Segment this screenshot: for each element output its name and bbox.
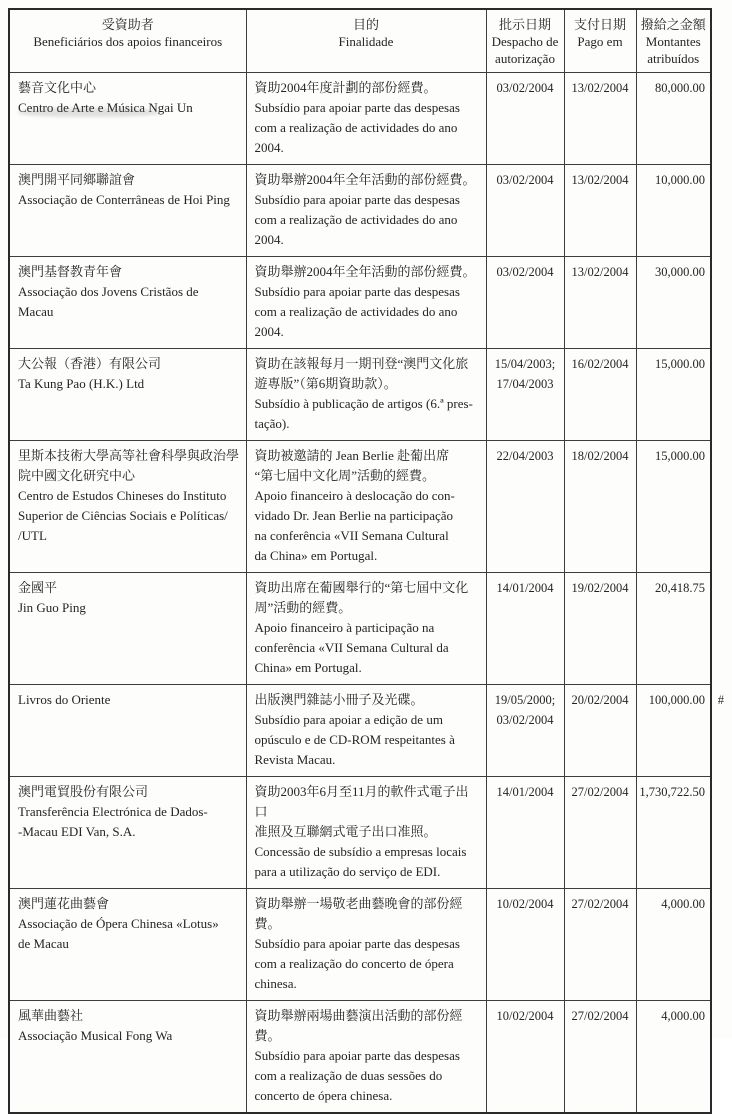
note-hash-mark: # <box>717 693 724 707</box>
beneficiary-line: /UTL <box>18 528 47 543</box>
amount-value: 20,418.75 <box>655 581 705 595</box>
purpose-cell <box>246 777 486 889</box>
beneficiary-line: de Macau <box>18 936 69 951</box>
beneficiary-header-pt: Beneficiários dos apoios financeiros <box>33 34 223 49</box>
beneficiary-column-header <box>9 9 246 73</box>
auth-date-line: 03/02/2004 <box>496 265 554 279</box>
purpose-line: com a realização de actividades do ano <box>254 212 458 227</box>
table-row <box>9 73 711 165</box>
auth-date-cell <box>486 257 564 349</box>
amount-value: 15,000.00 <box>655 449 705 463</box>
purpose-cell <box>246 889 486 1001</box>
beneficiary-line: 澳門開平同鄉聯誼會 <box>18 172 136 187</box>
purpose-line: na conferência «VII Semana Cultural <box>254 528 449 543</box>
pay-date-column-header <box>564 9 636 73</box>
auth-date-line: 19/05/2000; <box>494 693 556 707</box>
purpose-line: 資助舉辦2004年全年活動的部份經費。 <box>254 264 476 279</box>
auth-date-cell <box>486 889 564 1001</box>
beneficiary-line: Associação de Ópera Chinesa «Lotus» <box>18 916 219 931</box>
pay-date-cell: 16/02/2004 <box>564 349 636 441</box>
amount-cell <box>636 889 711 1001</box>
purpose-line: concerto de ópera chinesa. <box>254 1088 393 1103</box>
purpose-line: 資助在該報每月一期刊登“澳門文化旅 <box>254 356 469 371</box>
auth-date-column-header <box>486 9 564 73</box>
amount-cell <box>636 1001 711 1114</box>
purpose-header-pt: Finalidade <box>338 34 394 49</box>
purpose-line: conferência «VII Semana Cultural da <box>254 640 449 655</box>
beneficiary-line: Centro de Arte e Música Ngai Un <box>18 100 193 115</box>
table-row <box>9 349 711 441</box>
amount-header-zh: 撥給之金額 <box>640 17 706 32</box>
pay-date-cell: 27/02/2004 <box>564 1001 636 1114</box>
auth-date-line: 10/02/2004 <box>496 897 554 911</box>
purpose-line: 2004. <box>254 324 284 339</box>
beneficiary-line: Superior de Ciências Sociais e Políticas/ <box>18 508 228 523</box>
auth-date-line: 14/01/2004 <box>496 581 554 595</box>
table-row <box>9 685 711 777</box>
purpose-cell <box>246 685 486 777</box>
purpose-line: 2004. <box>254 232 284 247</box>
amount-cell <box>636 349 711 441</box>
beneficiary-line: Ta Kung Pao (H.K.) Ltd <box>18 376 145 391</box>
auth-date-cell <box>486 573 564 685</box>
purpose-line: Revista Macau. <box>254 752 336 767</box>
beneficiary-line: 金國平 <box>18 580 58 595</box>
beneficiary-line: Jin Guo Ping <box>18 600 86 615</box>
amount-cell <box>636 441 711 573</box>
beneficiary-line: Macau <box>18 304 54 319</box>
amount-value: 80,000.00 <box>655 81 705 95</box>
pay-date-cell: 13/02/2004 <box>564 257 636 349</box>
purpose-header-zh: 目的 <box>352 17 379 32</box>
beneficiary-line: 院中國文化研究中心 <box>18 468 136 483</box>
auth-date-header-zh: 批示日期 <box>498 17 551 32</box>
pay-date-cell: 13/02/2004 <box>564 73 636 165</box>
purpose-line: Subsídio para apoiar parte das despesas <box>254 192 460 207</box>
table-header-row <box>9 9 711 73</box>
beneficiary-cell <box>9 257 246 349</box>
amount-value: 10,000.00 <box>655 173 705 187</box>
table-row <box>9 573 711 685</box>
amount-value: 30,000.00 <box>655 265 705 279</box>
purpose-line: Subsídio à publicação de artigos (6.ª pres- <box>254 396 473 411</box>
auth-date-line: 17/04/2003 <box>496 377 554 391</box>
purpose-line: 2004. <box>254 140 284 155</box>
purpose-column-header <box>246 9 486 73</box>
pay-date-header-zh: 支付日期 <box>573 17 626 32</box>
auth-date-cell <box>486 685 564 777</box>
amount-value: 100,000.00 <box>648 693 705 707</box>
table-body <box>9 73 724 1114</box>
beneficiary-cell <box>9 73 246 165</box>
table-row <box>9 777 711 889</box>
beneficiary-line: Transferência Electrónica de Dados- <box>18 804 208 819</box>
beneficiary-line: Associação dos Jovens Cristãos de <box>18 284 199 299</box>
grants-table <box>8 8 724 1114</box>
pay-date-cell: 27/02/2004 <box>564 889 636 1001</box>
purpose-line: 出版澳門雜誌小冊子及光碟。 <box>254 692 424 707</box>
beneficiary-line: 大公報（香港）有限公司 <box>18 356 162 371</box>
auth-date-cell <box>486 777 564 889</box>
beneficiary-header-zh: 受資助者 <box>101 17 154 32</box>
auth-date-line: 03/02/2004 <box>496 173 554 187</box>
scan-artifact-smudge <box>18 108 160 117</box>
purpose-line: 資助舉辦一場敬老曲藝晚會的部份經費。 <box>254 896 463 931</box>
purpose-cell <box>246 1001 486 1114</box>
beneficiary-cell <box>9 349 246 441</box>
beneficiary-cell <box>9 441 246 573</box>
beneficiary-line: Associação Musical Fong Wa <box>18 1028 173 1043</box>
purpose-line: da China» em Portugal. <box>254 548 378 563</box>
beneficiary-line: Associação de Conterrâneas de Hoi Ping <box>18 192 230 207</box>
auth-date-cell <box>486 441 564 573</box>
purpose-cell <box>246 165 486 257</box>
beneficiary-cell <box>9 889 246 1001</box>
purpose-line: com a realização de duas sessões do <box>254 1068 443 1083</box>
purpose-line: 遊專版”（第6期資助款）。 <box>254 376 397 391</box>
purpose-line: 准照及互聯網式電子出口准照。 <box>254 824 437 839</box>
beneficiary-line: -Macau EDI Van, S.A. <box>18 824 136 839</box>
auth-date-cell <box>486 165 564 257</box>
purpose-line: China» em Portugal. <box>254 660 362 675</box>
purpose-line: opúsculo e de CD-ROM respeitantes à <box>254 732 455 747</box>
auth-date-cell <box>486 73 564 165</box>
pay-date-cell: 19/02/2004 <box>564 573 636 685</box>
purpose-line: 資助2004年度計劃的部份經費。 <box>254 80 437 95</box>
amount-header-pt: Montantes atribuídos <box>645 34 701 66</box>
purpose-line: Apoio financeiro à participação na <box>254 620 435 635</box>
purpose-line: 周”活動的經費。 <box>254 600 352 615</box>
amount-cell <box>636 257 711 349</box>
amount-column-header <box>636 9 711 73</box>
beneficiary-line: 澳門蓮花曲藝會 <box>18 896 110 911</box>
purpose-cell <box>246 573 486 685</box>
beneficiary-line: 澳門電貿股份有限公司 <box>18 784 149 799</box>
amount-value: 15,000.00 <box>655 357 705 371</box>
pay-date-cell: 27/02/2004 <box>564 777 636 889</box>
purpose-line: tação). <box>254 416 290 431</box>
purpose-line: Apoio financeiro à deslocação do con- <box>254 488 455 503</box>
purpose-line: com a realização de actividades do ano <box>254 304 458 319</box>
beneficiary-line: 風華曲藝社 <box>18 1008 84 1023</box>
purpose-line: 資助出席在葡國舉行的“第七屆中文化 <box>254 580 469 595</box>
purpose-line: Subsídio para apoiar a edição de um <box>254 712 443 727</box>
purpose-line: 資助2003年6月至11月的軟件式電子出口 <box>254 784 469 819</box>
amount-value: 4,000.00 <box>661 1009 705 1023</box>
purpose-line: vidado Dr. Jean Berlie na participação <box>254 508 454 523</box>
amount-cell <box>636 685 724 777</box>
purpose-cell <box>246 73 486 165</box>
amount-value: 4,000.00 <box>661 897 705 911</box>
table-row <box>9 1001 711 1114</box>
auth-date-line: 14/01/2004 <box>496 785 554 799</box>
purpose-line: 資助被邀請的 Jean Berlie 赴葡出席 <box>254 448 450 463</box>
amount-cell <box>636 573 711 685</box>
pay-date-cell: 20/02/2004 <box>564 685 636 777</box>
beneficiary-cell <box>9 1001 246 1114</box>
purpose-line: Subsídio para apoiar parte das despesas <box>254 1048 460 1063</box>
beneficiary-line: Centro de Estudos Chineses do Instituto <box>18 488 227 503</box>
beneficiary-cell <box>9 777 246 889</box>
auth-date-line: 22/04/2003 <box>496 449 554 463</box>
auth-date-cell <box>486 1001 564 1114</box>
beneficiary-cell <box>9 573 246 685</box>
purpose-line: Subsídio para apoiar parte das despesas <box>254 936 460 951</box>
beneficiary-line: 澳門基督教青年會 <box>18 264 123 279</box>
purpose-line: 資助舉辦2004年全年活動的部份經費。 <box>254 172 476 187</box>
pay-date-cell: 18/02/2004 <box>564 441 636 573</box>
purpose-cell <box>246 441 486 573</box>
auth-date-line: 03/02/2004 <box>496 713 554 727</box>
purpose-line: 資助舉辦兩場曲藝演出活動的部份經費。 <box>254 1008 463 1043</box>
beneficiary-cell <box>9 165 246 257</box>
auth-date-header-pt: Despacho de autorização <box>491 34 559 66</box>
amount-cell <box>636 73 711 165</box>
purpose-line: “第七屆中文化周”活動的經費。 <box>254 468 436 483</box>
pay-date-header-pt: Pago em <box>577 34 623 49</box>
purpose-line: Concessão de subsídio a empresas locais <box>254 844 467 859</box>
table-row <box>9 257 711 349</box>
amount-cell <box>636 165 711 257</box>
table-row <box>9 441 711 573</box>
beneficiary-line: Livros do Oriente <box>18 692 111 707</box>
beneficiary-cell <box>9 685 246 777</box>
purpose-line: com a realização do concerto de ópera <box>254 956 454 971</box>
amount-cell <box>636 777 711 889</box>
auth-date-line: 15/04/2003; <box>494 357 556 371</box>
purpose-line: Subsídio para apoiar parte das despesas <box>254 284 460 299</box>
purpose-line: Subsídio para apoiar parte das despesas <box>254 100 460 115</box>
table-row <box>9 165 711 257</box>
table-row <box>9 889 711 1001</box>
auth-date-line: 10/02/2004 <box>496 1009 554 1023</box>
pay-date-cell: 13/02/2004 <box>564 165 636 257</box>
purpose-line: para a utilização do serviço de EDI. <box>254 864 441 879</box>
purpose-line: com a realização de actividades do ano <box>254 120 458 135</box>
purpose-line: chinesa. <box>254 976 297 991</box>
auth-date-line: 03/02/2004 <box>496 81 554 95</box>
auth-date-cell <box>486 349 564 441</box>
purpose-cell <box>246 349 486 441</box>
amount-value: 1,730,722.50 <box>639 785 705 799</box>
purpose-cell <box>246 257 486 349</box>
beneficiary-line: 藝音文化中心 <box>18 80 97 95</box>
beneficiary-line: 里斯本技術大學高等社會科學與政治學 <box>18 448 240 463</box>
